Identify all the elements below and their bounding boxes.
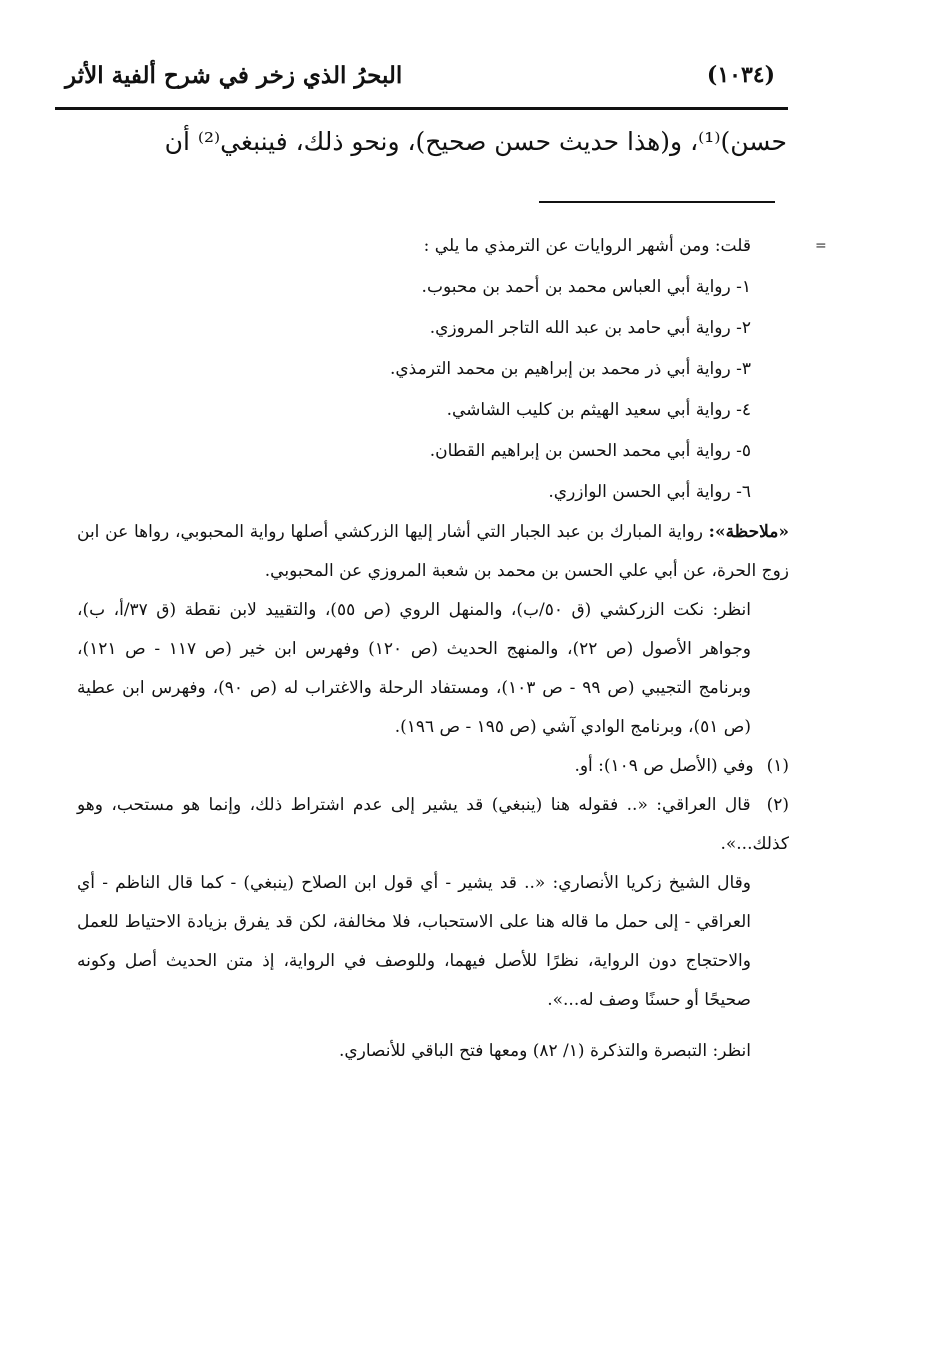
narrator-item: ٤- رواية أبي سعيد الهيثم بن كليب الشاشي. [446, 400, 751, 420]
note-text: رواية المبارك بن عبد الجبار التي أشار إليها الزركشي أصلها رواية المحبوبي، رواها عن ابن زوج الحرة، عن أبي علي الحسن بن محمد بن شعبة المروزي عن المحبوبي. [77, 522, 789, 581]
narrators-intro: قلت: ومن أشهر الروايات عن الترمذي ما يلي : [423, 236, 751, 256]
footnote-number: (٢) [766, 795, 789, 815]
footnote-2 [77, 786, 789, 864]
note-paragraph [77, 513, 789, 591]
running-title: البحرُ الذي زخر في شرح ألفية الأثر [65, 62, 403, 89]
narrators-list [77, 226, 789, 513]
references-paragraph: انظر: نكت الزركشي (ق ٥٠/ب)، والمنهل الروي (ص ٥٥)، والتقييد لابن نقطة (ق ٣٧/أ، ب)، وجواهر الأصول (ص ٢٢)، والمنهج الحديث (ص ١٢٠) وفهرس ابن خير (ص ١١٧ - ص ١٢١)، وبرنامج التجيبي (ص ٩٩ - ص ١٠٣)، ومستفاد الرحلة والاغتراب له (ص ٩٠)، وفهرس ابن عطية (ص ٥١)، وبرنامج الوادي آشي (ص ١٩٥ - ص ١٩٦). [77, 600, 752, 737]
narrator-item: ١- رواية أبي العباس محمد بن أحمد بن محبوب. [421, 277, 751, 297]
page-number: (١٠٣٤) [706, 62, 775, 88]
page-header [55, 62, 785, 106]
header-rule [55, 107, 788, 110]
narrator-item: ٥- رواية أبي محمد الحسن بن إبراهيم القطان. [429, 441, 751, 461]
final-reference: انظر: التبصرة والتذكرة (١/ ٨٢) ومعها فتح الباقي للأنصاري. [338, 1041, 751, 1061]
footnote-number: (١) [766, 756, 789, 776]
narrator-item: ٣- رواية أبي ذر محمد بن إبراهيم بن محمد الترمذي. [389, 359, 751, 379]
margin-mark: = [815, 238, 827, 254]
footnote-text: وفي (الأصل ص ١٠٩): أو. [574, 756, 754, 776]
narrator-item: ٢- رواية أبي حامد بن عبد الله التاجر المروزي. [429, 318, 751, 338]
note-lead: «ملاحظة»: [708, 522, 790, 542]
narrator-item: ٦- رواية أبي الحسن الوازري. [548, 482, 751, 502]
footnote-separator [539, 201, 775, 203]
footnote-1 [77, 747, 789, 786]
ansari-quote: وقال الشيخ زكريا الأنصاري: «.. قد يشير - أي قول ابن الصلاح (ينبغي) - كما قال الناظم - أي العراقي - إلى حمل ما قاله هنا على الاستحباب، فلا مخالفة، لكن قد يفرق بزيادة الاحتياط للعمل والاحتجاج دون الرواية، نظرًا للأصل فيهما، وللوصف في الرواية، إذ متن الحديث أصل وكونه صحيحًا أو حسنًا وصف له...». [77, 873, 751, 1010]
main-text-line: حسن)⁽¹⁾، و(هذا حديث حسن صحيح)، ونحو ذلك، فينبغي⁽²⁾ أن [164, 127, 787, 156]
footnote-text: قال العراقي: «.. فقوله هنا (ينبغي) قد يشير إلى عدم اشتراط ذلك، وإنما هو مستحب، وهو كذلك...». [77, 795, 789, 854]
spacer [77, 1020, 789, 1032]
footnotes-section [77, 226, 789, 1071]
